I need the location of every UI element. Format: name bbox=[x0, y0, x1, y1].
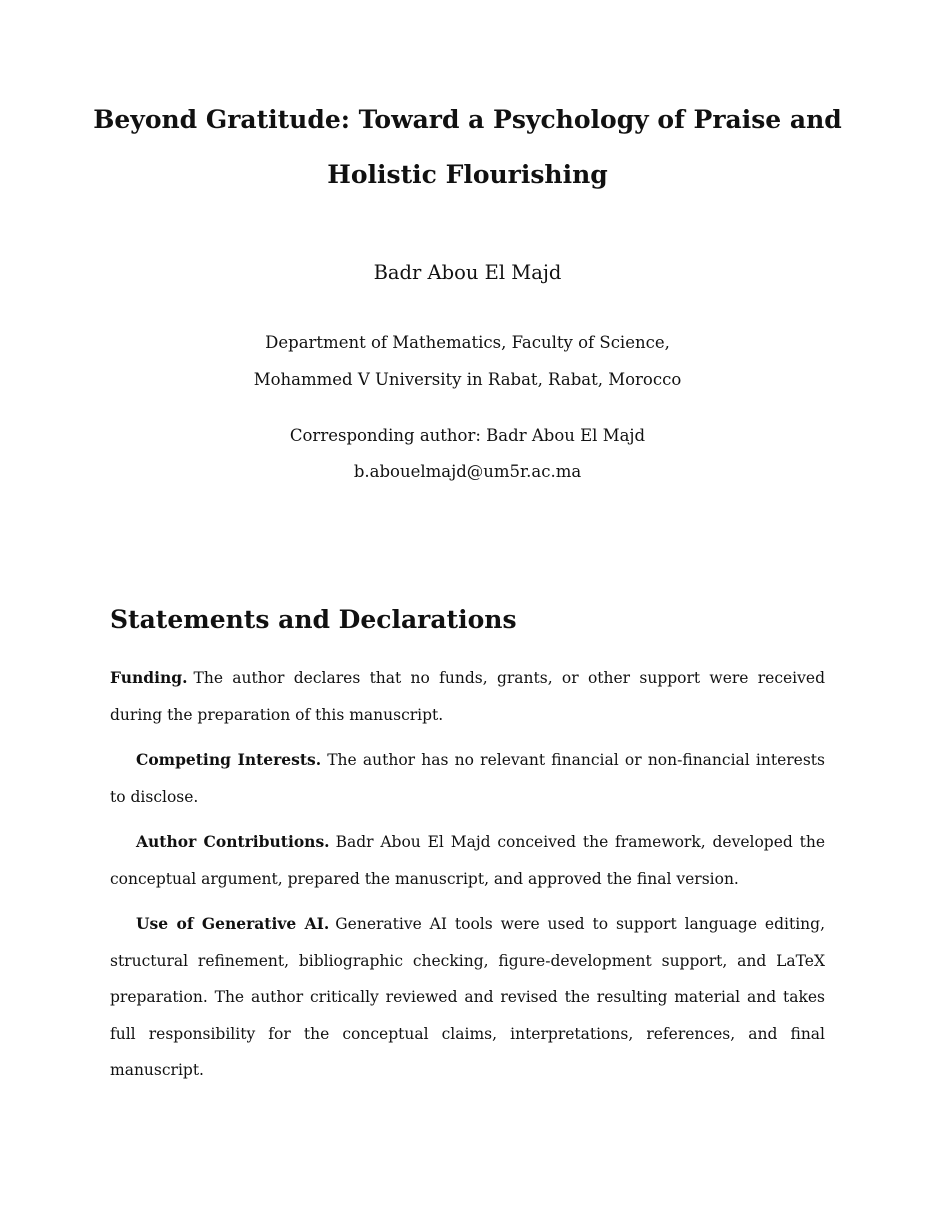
author-affiliation bbox=[60, 324, 875, 398]
paper-title-line-1: Beyond Gratitude: Toward a Psychology of Praise and bbox=[93, 105, 842, 134]
generative-ai-paragraph bbox=[110, 906, 825, 1089]
affiliation-line-1: Department of Mathematics, Faculty of Science, bbox=[265, 333, 670, 352]
section-title: Statements and Declarations bbox=[110, 605, 517, 634]
author-contributions-heading: Author Contributions. bbox=[136, 832, 330, 851]
author-name: Badr Abou El Majd bbox=[373, 261, 562, 284]
competing-interests-text: The author has no relevant financial or non-financial interests to disclose. bbox=[110, 751, 825, 806]
author-email: b.abouelmajd@um5r.ac.ma bbox=[353, 462, 582, 481]
declarations-body bbox=[110, 660, 825, 1098]
correspondence-block bbox=[60, 418, 875, 490]
generative-ai-text: Generative AI tools were used to support language editing, structural refinement, bibliographic checking, figure-development support, and LaTeX preparation. The author critically reviewed and revised the resulting material and takes full responsibility for the conceptual claims, interpretations, references, and final manuscript. bbox=[110, 915, 826, 1079]
paper-title-line-2: Holistic Flourishing bbox=[327, 160, 608, 189]
competing-interests-paragraph bbox=[110, 742, 825, 815]
author-contributions-text: Badr Abou El Majd conceived the framework, developed the conceptual argument, prepared the manuscript, and approved the final version. bbox=[110, 833, 826, 888]
corresponding-author: Corresponding author: Badr Abou El Majd bbox=[289, 426, 646, 445]
funding-heading: Funding. bbox=[110, 668, 188, 687]
funding-text: The author declares that no funds, grants, or other support were received during the preparation of this manuscript. bbox=[110, 669, 825, 724]
author-contributions-paragraph bbox=[110, 824, 825, 897]
paper-title bbox=[60, 92, 875, 202]
funding-paragraph bbox=[110, 660, 825, 733]
affiliation-line-2: Mohammed V University in Rabat, Rabat, Morocco bbox=[253, 370, 682, 389]
competing-interests-heading: Competing Interests. bbox=[136, 750, 322, 769]
generative-ai-heading: Use of Generative AI. bbox=[136, 914, 330, 933]
